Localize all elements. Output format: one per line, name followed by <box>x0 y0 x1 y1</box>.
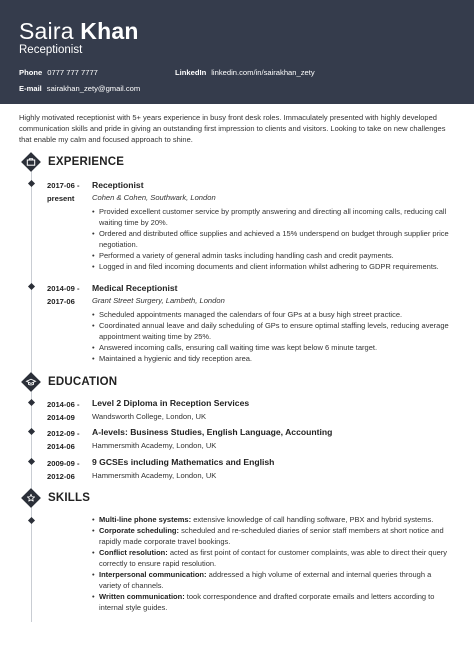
email-label: E-mail <box>19 84 42 93</box>
linkedin-link[interactable]: linkedin.com/in/sairakhan_zety <box>211 68 315 77</box>
timeline-marker <box>28 428 35 435</box>
edu-school: Wandsworth College, London, UK <box>92 412 207 421</box>
contact-email <box>19 84 140 94</box>
timeline-line <box>31 162 32 622</box>
list-item: • Provided excellent customer service by promptly answering and directing all incoming calls, reducing call waiting time by 20%. <box>92 206 454 228</box>
education-title: EDUCATION <box>48 376 118 388</box>
timeline-marker <box>28 180 35 187</box>
list-item: • Answered incoming calls, ensuring call waiting time was kept below 6 minute target. <box>92 342 454 353</box>
edu-date-end: 2012-06 <box>47 472 75 481</box>
list-item: • Maintained a hygienic and tidy reception area. <box>92 353 454 364</box>
edu-date-end: 2014-06 <box>47 442 75 451</box>
list-item: • Performed a variety of general admin tasks including handling cash and credit payments. <box>92 250 454 261</box>
profile-summary: Highly motivated receptionist with 5+ years experience in busy front desk roles. Immaculately presented with highly developed communication skills and pride in giving an outstanding first impression to clients and visitors. Looking to take on new challenges that enable my calm and focused approach to shine. <box>19 113 446 144</box>
job-bullets <box>92 309 454 364</box>
contact-linkedin <box>175 68 315 78</box>
list-item <box>92 591 454 613</box>
skills-title: SKILLS <box>48 492 91 504</box>
skill-desc: acted as first point of contact for customer complaints, was able to direct their query correctly to ensure rapid resolution. <box>99 548 448 568</box>
skill-desc: took correspondence and drafted corporate emails and letters according to internal style guides. <box>99 592 435 612</box>
timeline-marker <box>28 458 35 465</box>
job-date-end: 2017-06 <box>47 297 75 306</box>
email-link[interactable]: sairakhan_zety@gmail.com <box>46 84 141 93</box>
edu-school: Hammersmith Academy, London, UK <box>92 441 217 450</box>
edu-title: Level 2 Diploma in Reception Services <box>92 398 250 408</box>
list-item <box>92 525 454 547</box>
list-item: • Ordered and distributed office supplies and achieved a 15% underspend on budget through supplier price negotiation. <box>92 228 454 250</box>
graduation-cap-icon <box>21 372 41 392</box>
linkedin-label: LinkedIn <box>175 68 207 77</box>
experience-title: EXPERIENCE <box>48 156 125 168</box>
job-bullets <box>92 206 454 272</box>
job-date-start: 2017-06 - <box>47 181 80 190</box>
briefcase-icon <box>21 152 41 172</box>
job-date-end: present <box>47 194 75 203</box>
edu-school: Hammersmith Academy, London, UK <box>92 471 217 480</box>
list-item: • Logged in and filed incoming documents and client information whilst adhering to GDPR requirements. <box>92 261 454 272</box>
timeline-marker <box>28 517 35 524</box>
skill-name: Interpersonal communication: <box>99 570 207 579</box>
skill-desc: extensive knowledge of call handling software, PBX and hybrid systems. <box>191 515 434 524</box>
list-item: • Coordinated annual leave and daily scheduling of GPs to ensure optimal staffing levels, reducing average appointment waiting time by 25%. <box>92 320 454 342</box>
list-item <box>92 569 454 591</box>
resume-header <box>0 0 474 104</box>
list-item: • Scheduled appointments managed the calendars of four GPs at a busy high street practice. <box>92 309 454 320</box>
phone-value: 0777 777 7777 <box>47 68 98 77</box>
skill-desc: addressed a high volume of external and internal queries through a variety of channels. <box>99 570 432 590</box>
skill-name: Conflict resolution: <box>99 548 168 557</box>
last-name: Khan <box>80 18 139 44</box>
timeline-marker <box>28 283 35 290</box>
job-company: Cohen & Cohen, Southwark, London <box>92 193 216 202</box>
star-icon <box>21 488 41 508</box>
edu-date-start: 2014-06 - <box>47 400 80 409</box>
edu-title: 9 GCSEs including Mathematics and English <box>92 457 275 467</box>
candidate-role: Receptionist <box>19 44 83 56</box>
skills-list <box>92 514 454 613</box>
timeline-marker <box>28 399 35 406</box>
contact-phone <box>19 68 98 78</box>
skill-desc: scheduled and re-scheduled diaries of senior staff members at short notice and rapidly made corporate travel bookings. <box>99 526 444 546</box>
skill-name: Corporate scheduling: <box>99 526 180 535</box>
edu-title: A-levels: Business Studies, English Language, Accounting <box>92 427 333 437</box>
skill-name: Written communication: <box>99 592 185 601</box>
job-title: Receptionist <box>92 180 144 190</box>
job-title: Medical Receptionist <box>92 283 178 293</box>
phone-label: Phone <box>19 68 43 77</box>
first-name: Saira <box>19 18 74 44</box>
edu-date-end: 2014-09 <box>47 413 75 422</box>
job-date-start: 2014-09 - <box>47 284 80 293</box>
list-item <box>92 547 454 569</box>
list-item <box>92 514 454 525</box>
edu-date-start: 2012-09 - <box>47 429 80 438</box>
edu-date-start: 2009-09 - <box>47 459 80 468</box>
candidate-name <box>19 18 139 44</box>
job-company: Grant Street Surgery, Lambeth, London <box>92 296 225 305</box>
skill-name: Multi-line phone systems: <box>99 515 192 524</box>
